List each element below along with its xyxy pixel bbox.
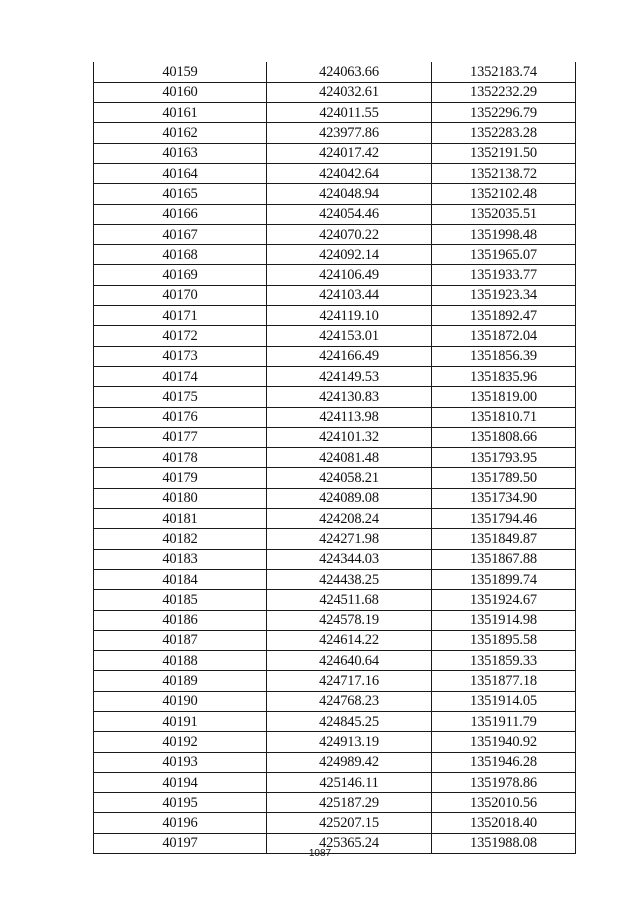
point-id-cell: 40159 <box>94 62 267 82</box>
x-coordinate-cell: 424048.94 <box>267 184 432 204</box>
x-coordinate-cell: 424578.19 <box>267 610 432 630</box>
coordinate-table <box>93 62 576 854</box>
table-row <box>94 772 576 792</box>
x-coordinate-cell: 424208.24 <box>267 509 432 529</box>
x-coordinate-cell: 424042.64 <box>267 163 432 183</box>
table-row <box>94 590 576 610</box>
y-coordinate-cell: 1351946.28 <box>432 752 576 772</box>
x-coordinate-cell: 424017.42 <box>267 143 432 163</box>
x-coordinate-cell: 424081.48 <box>267 448 432 468</box>
x-coordinate-cell: 424113.98 <box>267 407 432 427</box>
y-coordinate-cell: 1351734.90 <box>432 488 576 508</box>
point-id-cell: 40196 <box>94 813 267 833</box>
point-id-cell: 40181 <box>94 509 267 529</box>
table-row <box>94 62 576 82</box>
table-row <box>94 549 576 569</box>
table-row <box>94 184 576 204</box>
point-id-cell: 40192 <box>94 732 267 752</box>
table-row <box>94 529 576 549</box>
point-id-cell: 40162 <box>94 123 267 143</box>
y-coordinate-cell: 1352138.72 <box>432 163 576 183</box>
y-coordinate-cell: 1351789.50 <box>432 468 576 488</box>
y-coordinate-cell: 1351819.00 <box>432 387 576 407</box>
y-coordinate-cell: 1351856.39 <box>432 346 576 366</box>
x-coordinate-cell: 425365.24 <box>267 833 432 853</box>
table-row <box>94 630 576 650</box>
y-coordinate-cell: 1351914.98 <box>432 610 576 630</box>
x-coordinate-cell: 424106.49 <box>267 265 432 285</box>
point-id-cell: 40173 <box>94 346 267 366</box>
table-row <box>94 793 576 813</box>
table-row <box>94 651 576 671</box>
table-row <box>94 610 576 630</box>
y-coordinate-cell: 1351892.47 <box>432 306 576 326</box>
y-coordinate-cell: 1351895.58 <box>432 630 576 650</box>
x-coordinate-cell: 424438.25 <box>267 569 432 589</box>
x-coordinate-cell: 424511.68 <box>267 590 432 610</box>
x-coordinate-cell: 424271.98 <box>267 529 432 549</box>
x-coordinate-cell: 425146.11 <box>267 772 432 792</box>
point-id-cell: 40179 <box>94 468 267 488</box>
x-coordinate-cell: 424768.23 <box>267 691 432 711</box>
y-coordinate-cell: 1352296.79 <box>432 103 576 123</box>
y-coordinate-cell: 1351978.86 <box>432 772 576 792</box>
x-coordinate-cell: 424717.16 <box>267 671 432 691</box>
x-coordinate-cell: 424166.49 <box>267 346 432 366</box>
table-row <box>94 82 576 102</box>
coordinate-table-body <box>94 62 576 854</box>
table-row <box>94 143 576 163</box>
y-coordinate-cell: 1351794.46 <box>432 509 576 529</box>
x-coordinate-cell: 424913.19 <box>267 732 432 752</box>
table-row <box>94 448 576 468</box>
x-coordinate-cell: 424614.22 <box>267 630 432 650</box>
point-id-cell: 40166 <box>94 204 267 224</box>
point-id-cell: 40161 <box>94 103 267 123</box>
table-row <box>94 163 576 183</box>
x-coordinate-cell: 424032.61 <box>267 82 432 102</box>
point-id-cell: 40169 <box>94 265 267 285</box>
y-coordinate-cell: 1351923.34 <box>432 285 576 305</box>
point-id-cell: 40164 <box>94 163 267 183</box>
y-coordinate-cell: 1351808.66 <box>432 427 576 447</box>
table-row <box>94 306 576 326</box>
x-coordinate-cell: 424063.66 <box>267 62 432 82</box>
y-coordinate-cell: 1351965.07 <box>432 245 576 265</box>
y-coordinate-cell: 1351899.74 <box>432 569 576 589</box>
point-id-cell: 40182 <box>94 529 267 549</box>
table-row <box>94 671 576 691</box>
point-id-cell: 40171 <box>94 306 267 326</box>
table-row <box>94 103 576 123</box>
point-id-cell: 40197 <box>94 833 267 853</box>
point-id-cell: 40174 <box>94 366 267 386</box>
x-coordinate-cell: 424070.22 <box>267 224 432 244</box>
x-coordinate-cell: 424101.32 <box>267 427 432 447</box>
point-id-cell: 40170 <box>94 285 267 305</box>
point-id-cell: 40185 <box>94 590 267 610</box>
x-coordinate-cell: 424119.10 <box>267 306 432 326</box>
point-id-cell: 40191 <box>94 712 267 732</box>
table-row <box>94 488 576 508</box>
table-row <box>94 387 576 407</box>
table-row <box>94 245 576 265</box>
point-id-cell: 40177 <box>94 427 267 447</box>
table-row <box>94 732 576 752</box>
point-id-cell: 40172 <box>94 326 267 346</box>
x-coordinate-cell: 425207.15 <box>267 813 432 833</box>
y-coordinate-cell: 1351877.18 <box>432 671 576 691</box>
point-id-cell: 40187 <box>94 630 267 650</box>
point-id-cell: 40184 <box>94 569 267 589</box>
table-row <box>94 468 576 488</box>
point-id-cell: 40180 <box>94 488 267 508</box>
point-id-cell: 40193 <box>94 752 267 772</box>
page-number: 1087 <box>308 848 332 859</box>
point-id-cell: 40190 <box>94 691 267 711</box>
point-id-cell: 40176 <box>94 407 267 427</box>
y-coordinate-cell: 1351940.92 <box>432 732 576 752</box>
y-coordinate-cell: 1351859.33 <box>432 651 576 671</box>
y-coordinate-cell: 1351793.95 <box>432 448 576 468</box>
y-coordinate-cell: 1351810.71 <box>432 407 576 427</box>
y-coordinate-cell: 1352102.48 <box>432 184 576 204</box>
x-coordinate-cell: 423977.86 <box>267 123 432 143</box>
table-row <box>94 427 576 447</box>
table-row <box>94 346 576 366</box>
y-coordinate-cell: 1351988.08 <box>432 833 576 853</box>
table-row <box>94 326 576 346</box>
y-coordinate-cell: 1352010.56 <box>432 793 576 813</box>
x-coordinate-cell: 424054.46 <box>267 204 432 224</box>
table-row <box>94 569 576 589</box>
y-coordinate-cell: 1352283.28 <box>432 123 576 143</box>
table-row <box>94 224 576 244</box>
y-coordinate-cell: 1352018.40 <box>432 813 576 833</box>
x-coordinate-cell: 424845.25 <box>267 712 432 732</box>
point-id-cell: 40189 <box>94 671 267 691</box>
y-coordinate-cell: 1351914.05 <box>432 691 576 711</box>
y-coordinate-cell: 1351872.04 <box>432 326 576 346</box>
point-id-cell: 40163 <box>94 143 267 163</box>
table-row <box>94 712 576 732</box>
table-row <box>94 691 576 711</box>
table-row <box>94 204 576 224</box>
y-coordinate-cell: 1352035.51 <box>432 204 576 224</box>
x-coordinate-cell: 424344.03 <box>267 549 432 569</box>
point-id-cell: 40160 <box>94 82 267 102</box>
table-row <box>94 509 576 529</box>
point-id-cell: 40186 <box>94 610 267 630</box>
y-coordinate-cell: 1352232.29 <box>432 82 576 102</box>
table-row <box>94 366 576 386</box>
y-coordinate-cell: 1351835.96 <box>432 366 576 386</box>
point-id-cell: 40168 <box>94 245 267 265</box>
x-coordinate-cell: 424640.64 <box>267 651 432 671</box>
x-coordinate-cell: 424130.83 <box>267 387 432 407</box>
point-id-cell: 40188 <box>94 651 267 671</box>
table-row <box>94 813 576 833</box>
x-coordinate-cell: 424989.42 <box>267 752 432 772</box>
table-row <box>94 265 576 285</box>
table-row <box>94 752 576 772</box>
point-id-cell: 40175 <box>94 387 267 407</box>
y-coordinate-cell: 1351933.77 <box>432 265 576 285</box>
x-coordinate-cell: 424011.55 <box>267 103 432 123</box>
y-coordinate-cell: 1351867.88 <box>432 549 576 569</box>
point-id-cell: 40195 <box>94 793 267 813</box>
y-coordinate-cell: 1351849.87 <box>432 529 576 549</box>
y-coordinate-cell: 1351924.67 <box>432 590 576 610</box>
x-coordinate-cell: 424089.08 <box>267 488 432 508</box>
x-coordinate-cell: 424058.21 <box>267 468 432 488</box>
y-coordinate-cell: 1352183.74 <box>432 62 576 82</box>
point-id-cell: 40178 <box>94 448 267 468</box>
y-coordinate-cell: 1352191.50 <box>432 143 576 163</box>
point-id-cell: 40183 <box>94 549 267 569</box>
point-id-cell: 40167 <box>94 224 267 244</box>
x-coordinate-cell: 425187.29 <box>267 793 432 813</box>
y-coordinate-cell: 1351998.48 <box>432 224 576 244</box>
y-coordinate-cell: 1351911.79 <box>432 712 576 732</box>
x-coordinate-cell: 424103.44 <box>267 285 432 305</box>
x-coordinate-cell: 424092.14 <box>267 245 432 265</box>
x-coordinate-cell: 424153.01 <box>267 326 432 346</box>
table-row <box>94 123 576 143</box>
table-row <box>94 285 576 305</box>
point-id-cell: 40194 <box>94 772 267 792</box>
table-row <box>94 407 576 427</box>
x-coordinate-cell: 424149.53 <box>267 366 432 386</box>
point-id-cell: 40165 <box>94 184 267 204</box>
